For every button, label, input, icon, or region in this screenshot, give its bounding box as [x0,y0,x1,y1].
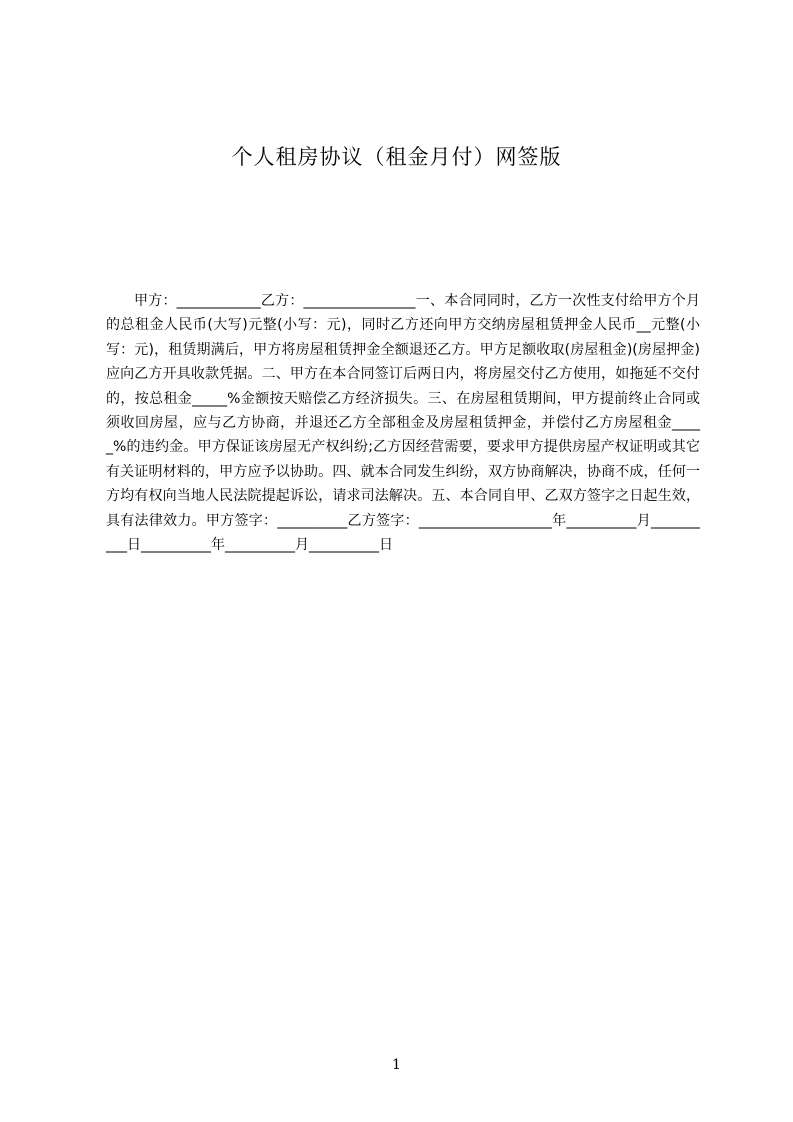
document-title: 个人租房协议（租金月付）网签版 [231,145,562,169]
contract-body: 甲方：____________乙方：________________一、本合同同时，乙方一次性支付给甲方个月的总租金人民币(大写)元整(小写：元)，同时乙方还向甲方交纳房屋租赁押金人民币__元整(小写：元)，租赁期满后，甲方将房屋租赁押金全额退还乙方。甲方足额收取(房屋租金)(房屋押金)应向乙方开具收款凭据。二、甲方在本合同签订后两日内，将房屋交付乙方使用，如拖延不交付的，按总租金_____%金额按天赔偿乙方经济损失。三、在房屋租赁期间，甲方提前终止合同或须收回房屋，应与乙方协商，并退还乙方全部租金及房屋租赁押金，并偿付乙方房屋租金_____%的违约金。甲方保证该房屋无产权纠纷;乙方因经营需要，要求甲方提供房屋产权证明或其它有关证明材料的，甲方应予以协助。四、就本合同发生纠纷，双方协商解决，协商不成，任何一方均有权向当地人民法院提起诉讼，请求司法解决。五、本合同自甲、乙双方签字之日起生效，具有法律效力。甲方签字：__________乙方签字：___________________年__________月__________日__________年__________月__________日 [106,293,700,554]
page-number: 1 [392,1057,401,1073]
